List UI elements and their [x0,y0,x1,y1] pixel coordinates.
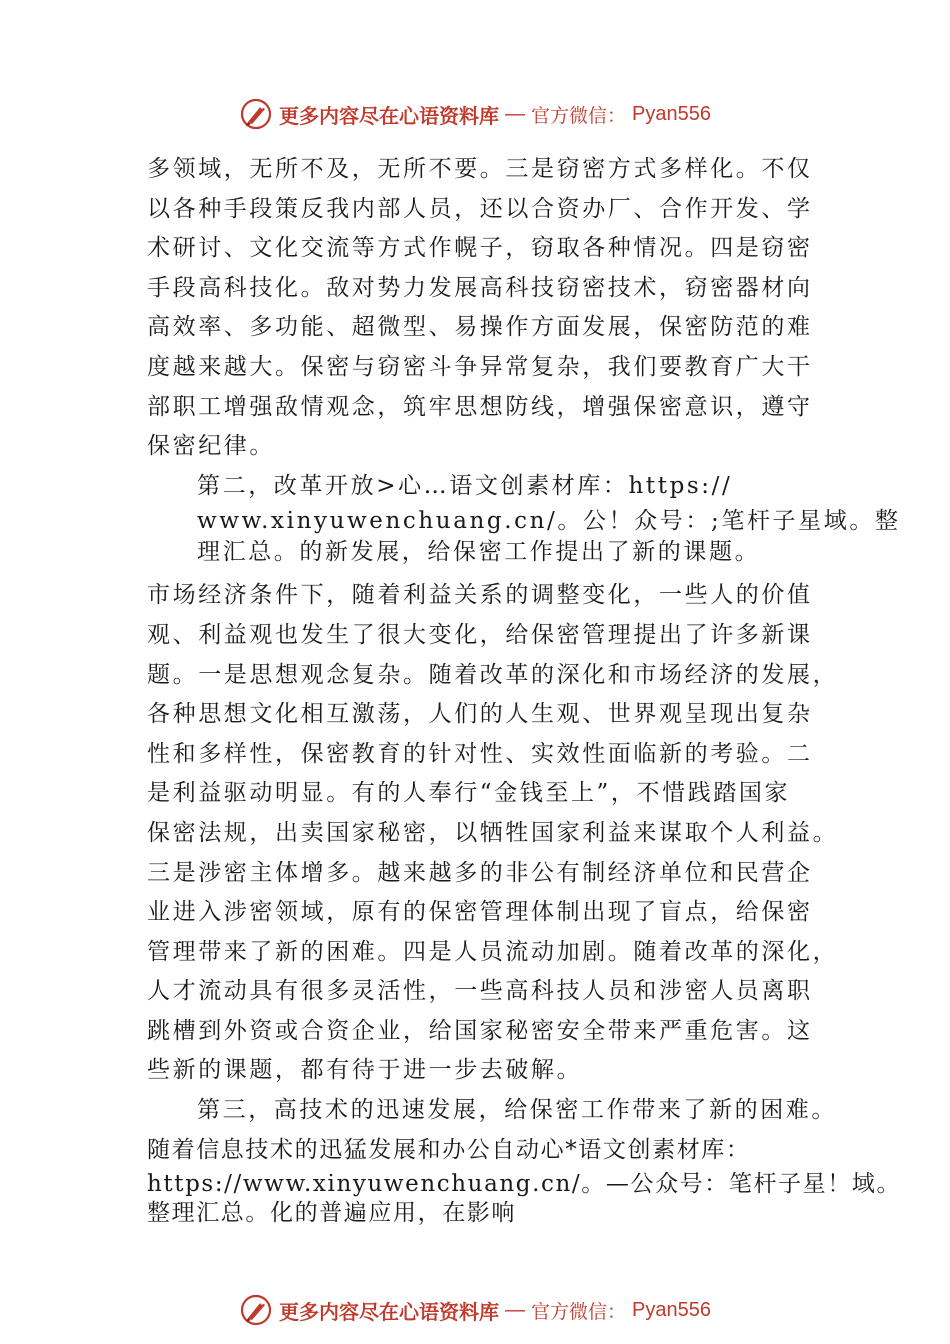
header-wechat-id: Pyan556 [632,102,711,125]
text-line: 理汇总。的新发展，给保密工作提出了新的课题。 [197,539,761,566]
header-wechat-label: 官方微信： [531,104,627,127]
footer-brand-text: 更多内容尽在心语资料库 [279,1299,499,1324]
footer-wechat-label: 官方微信： [531,1300,627,1323]
text-line: https://www.xinyuwenchuang.cn/。—公众号：笔杆子星！域。 [147,1171,902,1198]
pen-logo-icon [239,1293,273,1327]
document-body [147,150,902,1228]
text-line: 市场经济条件下，随着利益关系的调整变化，一些人的价值 [147,582,813,609]
text-line: 是利益驱动明显。有的人奉行“金钱至上”，不惜践踏国家 [147,780,791,807]
header-separator: — [505,102,525,125]
text-line: 人才流动具有很多灵活性，一些高科技人员和涉密人员离职 [147,978,813,1005]
text-line: 观、利益观也发生了很大变化，给保密管理提出了许多新课 [147,621,813,648]
text-line: 度越来越大。保密与窃密斗争异常复杂，我们要教育广大干 [147,353,813,380]
text-line: 随着信息技术的迅猛发展和办公自动心*语文创素材库： [147,1136,751,1163]
text-line: 第二，改革开放>心…语文创素材库：https:// [197,472,733,499]
footer-separator: — [505,1298,525,1321]
text-line: 第三，高技术的迅速发展，给保密工作带来了新的困难。 [197,1097,837,1124]
text-line: www.xinyuwenchuang.cn/。公！众号：;笔杆子星域。整 [197,508,901,535]
header-brand-text: 更多内容尽在心语资料库 [279,103,499,128]
text-line: 整理汇总。化的普遍应用，在影响 [147,1200,516,1227]
paragraph-2-heading [197,467,901,569]
header-banner [0,94,950,134]
text-line: 手段高科技化。敌对势力发展高科技窃密技术，窃密器材向 [147,274,813,301]
text-line: 管理带来了新的困难。四是人员流动加剧。随着改革的深化， [147,938,839,965]
paragraph-3-heading [197,1091,837,1131]
text-line: 跳槽到外资或合资企业，给国家秘密安全带来严重危害。这 [147,1017,813,1044]
pen-logo-icon [239,97,273,131]
paragraph-3 [147,1131,902,1229]
text-line: 性和多样性，保密教育的针对性、实效性面临新的考验。二 [147,740,813,767]
text-line: 题。一是思想观念复杂。随着改革的深化和市场经济的发展， [147,661,839,688]
text-line: 保密纪律。 [147,433,275,460]
text-line: 术研讨、文化交流等方式作幌子，窃取各种情况。四是窃密 [147,235,813,262]
text-line: 三是涉密主体增多。越来越多的非公有制经济单位和民营企 [147,859,813,886]
text-line: 高效率、多功能、超微型、易操作方面发展，保密防范的难 [147,314,813,341]
text-line: 保密法规，出卖国家秘密，以牺牲国家利益来谋取个人利益。 [147,819,839,846]
text-line: 多领域，无所不及，无所不要。三是窃密方式多样化。不仅 [147,156,813,182]
text-line: 业进入涉密领域，原有的保密管理体制出现了盲点，给保密 [147,899,813,926]
text-line: 以各种手段策反我内部人员，还以合资办厂、合作开发、学 [147,195,813,222]
text-line: 各种思想文化相互激荡，人们的人生观、世界观呈现出复杂 [147,701,813,728]
text-line: 些新的课题，都有待于进一步去破解。 [147,1057,583,1084]
text-line: 部职工增强敌情观念，筑牢思想防线，增强保密意识，遵守 [147,393,813,420]
paragraph-2 [147,576,839,1091]
footer-wechat-id: Pyan556 [632,1298,711,1321]
paragraph-1 [147,150,827,467]
footer-banner [0,1290,950,1330]
